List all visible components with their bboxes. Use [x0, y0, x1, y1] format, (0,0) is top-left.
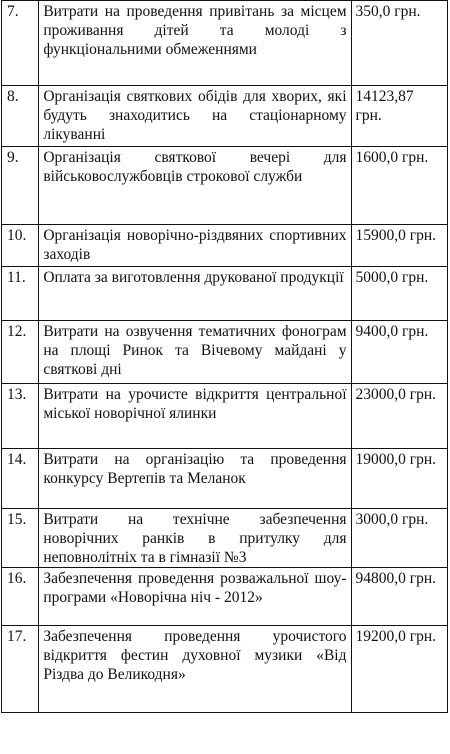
row-description: Витрати на озвучення тематичних фонограм на площі Ринок та Вічевому майдані у святкові дні — [39, 321, 351, 384]
row-amount: 1600,0 грн. — [351, 147, 447, 225]
row-description: Витрати на урочисте відкриття центральної міської новорічної ялинки — [39, 384, 351, 449]
table-row — [2, 384, 448, 449]
table-row — [2, 147, 448, 225]
table-row — [2, 449, 448, 509]
row-description: Забезпечення проведення урочистого відкриття фестин духовної музики «Від Різдва до Великодня» — [39, 626, 351, 713]
row-amount: 350,0 грн. — [351, 1, 447, 86]
table-row — [2, 1, 448, 86]
row-number: 17. — [2, 626, 39, 713]
table-row — [2, 568, 448, 626]
row-number: 7. — [2, 1, 39, 86]
row-description: Організація новорічно-різдвяних спортивних заходів — [39, 225, 351, 267]
row-description: Організація святкової вечері для військовослужбовців строкової служби — [39, 147, 351, 225]
row-amount: 19000,0 грн. — [351, 449, 447, 509]
row-description: Витрати на проведення привітань за місцем проживання дітей та молоді з функціональними обмеженнями — [39, 1, 351, 86]
row-description: Витрати на організацію та проведення конкурсу Вертепів та Меланок — [39, 449, 351, 509]
row-number: 15. — [2, 509, 39, 568]
row-number: 14. — [2, 449, 39, 509]
row-amount: 9400,0 грн. — [351, 321, 447, 384]
row-number: 16. — [2, 568, 39, 626]
table-row — [2, 225, 448, 267]
table-row — [2, 626, 448, 713]
row-amount: 19200,0 грн. — [351, 626, 447, 713]
row-number: 13. — [2, 384, 39, 449]
row-number: 9. — [2, 147, 39, 225]
row-number: 8. — [2, 86, 39, 147]
row-amount: 23000,0 грн. — [351, 384, 447, 449]
row-amount: 3000,0 грн. — [351, 509, 447, 568]
row-number: 12. — [2, 321, 39, 384]
row-description: Забезпечення проведення розважальної шоу-програми «Новорічна ніч - 2012» — [39, 568, 351, 626]
row-amount: 5000,0 грн. — [351, 267, 447, 321]
table-row — [2, 267, 448, 321]
expenses-table — [1, 0, 448, 713]
row-description: Організація святкових обідів для хворих, які будуть знаходитись на стаціонарному лікуванні — [39, 86, 351, 147]
row-amount: 14123,87 грн. — [351, 86, 447, 147]
table-row — [2, 86, 448, 147]
table-row — [2, 509, 448, 568]
row-amount: 94800,0 грн. — [351, 568, 447, 626]
row-amount: 15900,0 грн. — [351, 225, 447, 267]
row-number: 10. — [2, 225, 39, 267]
table-row — [2, 321, 448, 384]
row-number: 11. — [2, 267, 39, 321]
row-description: Оплата за виготовлення друкованої продукції — [39, 267, 351, 321]
row-description: Витрати на технічне забезпечення новорічних ранків в притулку для неповнолітніх та в гімназії №3 — [39, 509, 351, 568]
